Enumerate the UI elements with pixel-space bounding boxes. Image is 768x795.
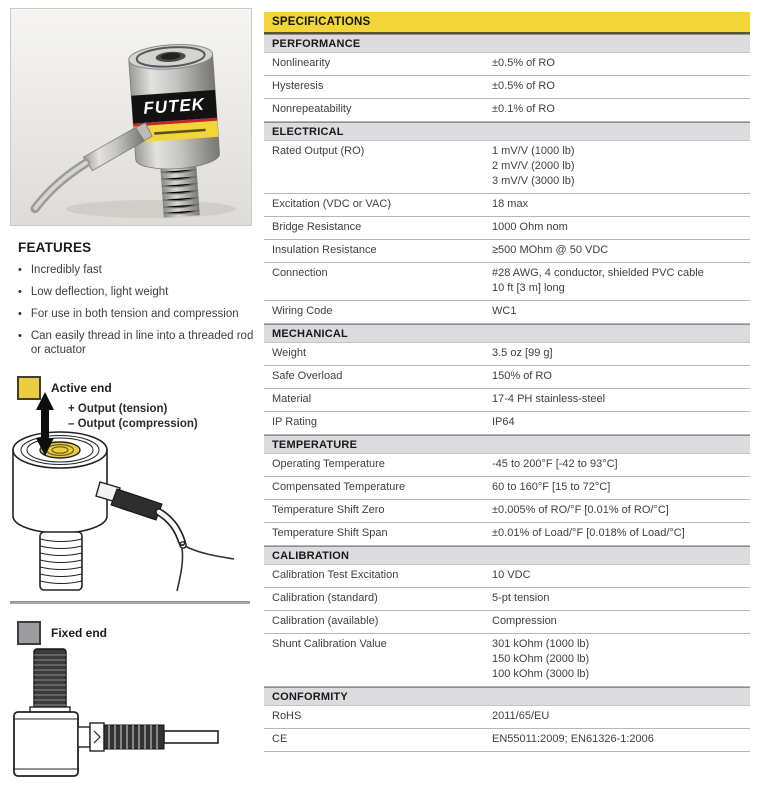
spec-row: [264, 523, 750, 546]
spec-row-label: Compensated Temperature: [272, 481, 406, 493]
spec-row-value: ≥500 MOhm @ 50 VDC: [492, 244, 609, 256]
spec-section-title: CONFORMITY: [272, 690, 348, 703]
brand-label: FUTEK: [142, 94, 206, 118]
spec-row: [264, 634, 750, 687]
spec-section: [264, 435, 750, 546]
spec-row-value: 60 to 160°F [15 to 72°C]: [492, 481, 611, 493]
spec-row: [264, 706, 750, 729]
spec-row-value: 1 mV/V (1000 lb) 2 mV/V (2000 lb) 3 mV/V (3000 lb): [492, 145, 575, 187]
spec-row-value: 2011/65/EU: [492, 710, 550, 722]
spec-section-title: PERFORMANCE: [272, 37, 361, 50]
spec-row-label: Nonrepeatability: [272, 103, 352, 115]
spec-row-label: Material: [272, 393, 312, 405]
spec-row-label: Bridge Resistance: [272, 221, 362, 233]
spec-row-label: Weight: [272, 347, 307, 359]
spec-section-rows: [264, 141, 750, 324]
spec-row: [264, 141, 750, 194]
spec-section-header: [264, 435, 750, 454]
spec-row-value: ±0.5% of RO: [492, 57, 555, 69]
spec-section: [264, 34, 750, 122]
output-compression-label: – Output (compression): [68, 418, 198, 430]
spec-row-label: Wiring Code: [272, 305, 333, 317]
fixed-end-legend: [17, 621, 107, 645]
spec-row-label: Temperature Shift Zero: [272, 504, 385, 516]
feature-item: [18, 307, 256, 321]
bullet-icon: •: [18, 308, 22, 320]
spec-row-label: Hysteresis: [272, 80, 324, 92]
spec-row: [264, 76, 750, 99]
spec-row: [264, 240, 750, 263]
spec-row-value: WC1: [492, 305, 517, 317]
bullet-icon: •: [18, 264, 22, 276]
active-end-cable: [96, 482, 234, 591]
fixed-end-body: [14, 712, 78, 776]
spec-section-rows: [264, 565, 750, 687]
features-heading: FEATURES: [18, 240, 92, 255]
spec-section-rows: [264, 706, 750, 752]
spec-row-value: 10 VDC: [492, 569, 531, 581]
feature-item: [18, 329, 256, 357]
spec-row-value: 17-4 PH stainless-steel: [492, 393, 606, 405]
spec-row-label: Calibration Test Excitation: [272, 569, 399, 581]
spec-row-value: 150% of RO: [492, 370, 552, 382]
spec-row-value: ±0.005% of RO/°F [0.01% of RO/°C]: [492, 504, 669, 516]
spec-row: [264, 729, 750, 752]
feature-text: Incredibly fast: [30, 264, 102, 276]
spec-row: [264, 263, 750, 301]
spec-row-label: Operating Temperature: [272, 458, 385, 470]
spec-row: [264, 588, 750, 611]
spec-section: [264, 122, 750, 324]
spec-section-header: [264, 324, 750, 343]
fixed-end-cable: [78, 723, 218, 751]
spec-row-label: Temperature Shift Span: [272, 527, 388, 539]
spec-section-title: TEMPERATURE: [272, 438, 358, 451]
active-end-stud: [40, 532, 82, 590]
spec-section-title: MECHANICAL: [272, 327, 348, 340]
spec-section-header: [264, 34, 750, 53]
spec-table-header: SPECIFICATIONS: [264, 12, 750, 34]
spec-section-title: CALIBRATION: [272, 549, 350, 562]
spec-section: [264, 546, 750, 687]
spec-row-label: Insulation Resistance: [272, 244, 377, 256]
bullet-icon: •: [18, 330, 22, 342]
spec-row-value: #28 AWG, 4 conductor, shielded PVC cable 10 ft [3 m] long: [492, 267, 704, 294]
fixed-end-diagram: [12, 647, 224, 789]
feature-text: Can easily thread in line into a threaded rod or actuator: [30, 330, 254, 356]
spec-row: [264, 611, 750, 634]
fixed-end-label: Fixed end: [51, 626, 108, 640]
spec-row-label: IP Rating: [272, 416, 318, 428]
spec-section-rows: [264, 454, 750, 546]
output-tension-label: + Output (tension): [68, 403, 168, 415]
spec-table: [264, 12, 750, 752]
spec-row: [264, 366, 750, 389]
active-end-label: Active end: [51, 381, 112, 395]
spec-row-value: 1000 Ohm nom: [492, 221, 568, 233]
spec-row-label: Excitation (VDC or VAC): [272, 198, 391, 210]
spec-section-header: [264, 546, 750, 565]
product-photo: [10, 8, 252, 226]
bullet-icon: •: [18, 286, 22, 298]
spec-row: [264, 343, 750, 366]
feature-item: [18, 285, 256, 299]
spec-row: [264, 477, 750, 500]
spec-row: [264, 565, 750, 588]
spec-row-label: RoHS: [272, 710, 302, 722]
spec-row-value: ±0.01% of Load/°F [0.018% of Load/°C]: [492, 527, 685, 539]
spec-row-value: -45 to 200°F [-42 to 93°C]: [492, 458, 618, 470]
spec-row: [264, 500, 750, 523]
spec-row-value: 3.5 oz [99 g]: [492, 347, 553, 359]
spec-row: [264, 389, 750, 412]
spec-row-value: 301 kOhm (1000 lb) 150 kOhm (2000 lb) 100 kOhm (3000 lb): [492, 638, 590, 680]
spec-section-rows: [264, 53, 750, 122]
fixed-end-swatch: [17, 621, 41, 645]
spec-row: [264, 301, 750, 324]
spec-row-label: Shunt Calibration Value: [272, 638, 387, 650]
spec-row: [264, 217, 750, 240]
feature-item: [18, 263, 256, 277]
spec-section-rows: [264, 343, 750, 435]
spec-row-label: Rated Output (RO): [272, 145, 365, 157]
spec-row-label: CE: [272, 733, 288, 745]
left-column-divider: [10, 601, 250, 604]
spec-row: [264, 194, 750, 217]
spec-row-value: IP64: [492, 416, 515, 428]
spec-row-label: Calibration (standard): [272, 592, 378, 604]
spec-row-value: ±0.1% of RO: [492, 103, 555, 115]
spec-row-value: ±0.5% of RO: [492, 80, 555, 92]
spec-table-body: [264, 34, 750, 752]
feature-text: For use in both tension and compression: [30, 308, 239, 320]
spec-section: [264, 687, 750, 752]
spec-row-value: 5-pt tension: [492, 592, 550, 604]
spec-section-header: [264, 687, 750, 706]
spec-row: [264, 412, 750, 435]
features-list: [18, 263, 256, 365]
spec-section-header: [264, 122, 750, 141]
spec-row-value: EN55011:2009; EN61326-1:2006: [492, 733, 654, 745]
spec-row-label: Nonlinearity: [272, 57, 331, 69]
product-photo-illustration: [11, 9, 251, 225]
fixed-end-stud: [30, 649, 70, 712]
spec-row-label: Safe Overload: [272, 370, 343, 382]
spec-section-title: ELECTRICAL: [272, 125, 344, 138]
spec-row: [264, 454, 750, 477]
active-end-diagram: [10, 388, 250, 600]
spec-row-value: Compression: [492, 615, 557, 627]
spec-row: [264, 99, 750, 122]
spec-row-label: Connection: [272, 267, 328, 279]
feature-text: Low deflection, light weight: [30, 286, 169, 298]
spec-section: [264, 324, 750, 435]
spec-row: [264, 53, 750, 76]
spec-row-label: Calibration (available): [272, 615, 379, 627]
spec-row-value: 18 max: [492, 198, 529, 210]
